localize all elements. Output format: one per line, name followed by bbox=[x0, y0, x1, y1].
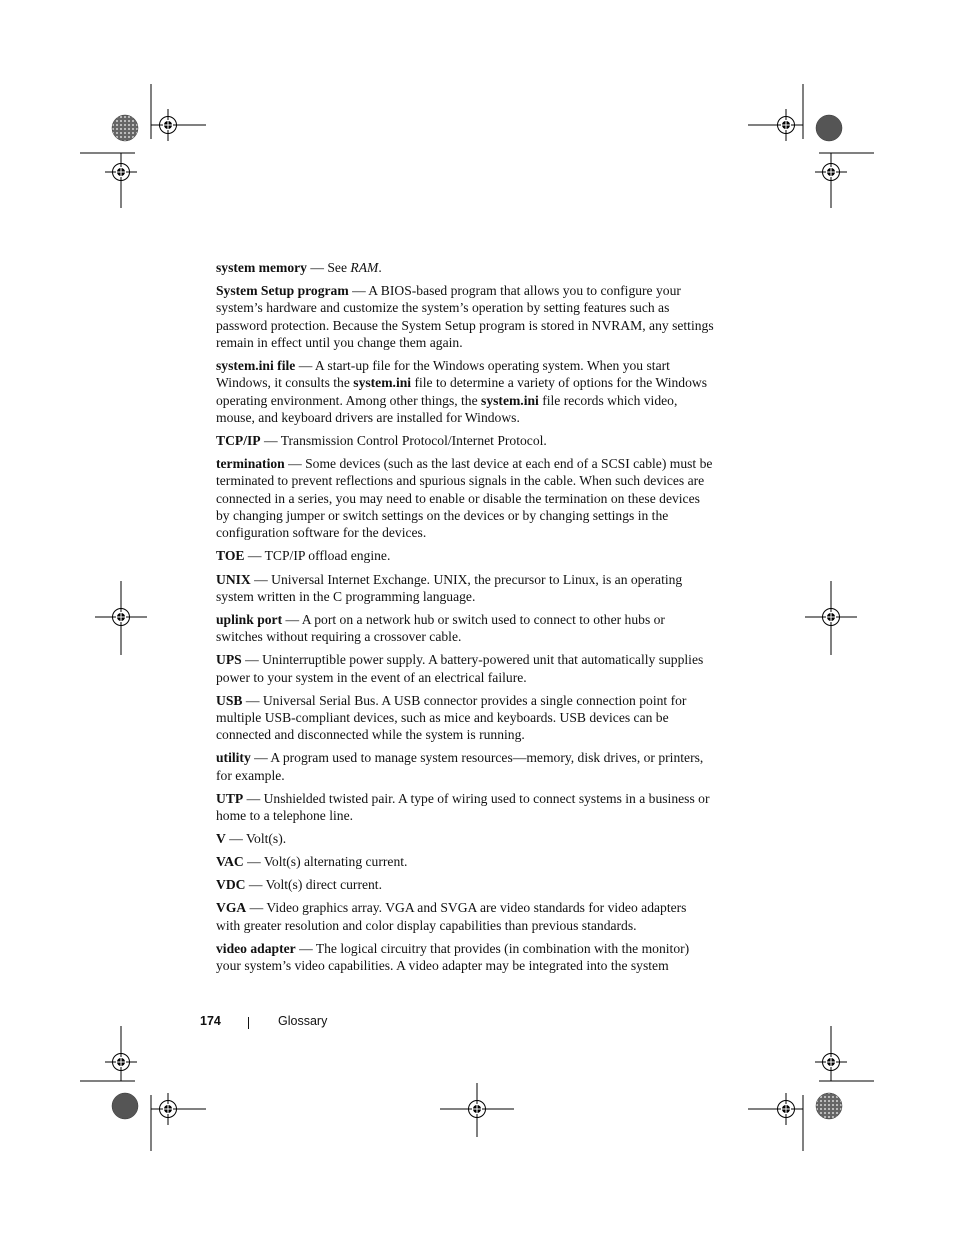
glossary-entry-toe bbox=[216, 547, 714, 564]
glossary-definition: — Uninterruptible power supply. A battery-powered unit that automatically supplies power to your system in the event of an electrical failure. bbox=[216, 652, 704, 685]
glossary-definition: — Some devices (such as the last device at each end of a SCSI cable) must be terminated to prevent reflections and spurious signals in the cable. When such devices are connected in a series, you may need to enable or disable the termination on these devices by changing jumper or switch settings on the devices or by changing settings in the configuration software for the devices. bbox=[216, 456, 713, 541]
glossary-entry-utp bbox=[216, 790, 714, 825]
glossary-definition: — Volt(s) direct current. bbox=[245, 877, 382, 893]
glossary-term: VGA bbox=[216, 900, 247, 916]
glossary-entry-vga bbox=[216, 899, 714, 934]
glossary-term: USB bbox=[216, 692, 243, 708]
glossary-term: uplink port bbox=[216, 611, 283, 627]
solid-dot-mark bbox=[112, 1093, 138, 1119]
glossary-term: video adapter bbox=[216, 940, 296, 956]
glossary-definition: — Unshielded twisted pair. A type of wiring used to connect systems in a business or home to a telephone line. bbox=[216, 790, 710, 824]
glossary-definition: — Video graphics array. VGA and SVGA are video standards for video adapters with greater resolution and color display capabilities than previous standards. bbox=[216, 900, 687, 933]
glossary-body bbox=[216, 259, 714, 980]
glossary-definition: — Volt(s) alternating current. bbox=[243, 854, 408, 870]
glossary-entry-utility bbox=[216, 749, 714, 784]
see-reference: RAM bbox=[350, 260, 379, 275]
glossary-entry-unix bbox=[216, 571, 714, 606]
glossary-term: System Setup program bbox=[216, 283, 349, 299]
glossary-definition: — Universal Serial Bus. A USB connector provides a single connection point for multiple USB-compliant devices, such as mice and keyboards. USB devices can be connected and disconnected while the system is running. bbox=[216, 692, 687, 743]
glossary-term: VDC bbox=[216, 877, 246, 893]
glossary-definition: — A program used to manage system resources—memory, disk drives, or printers, for example. bbox=[216, 750, 704, 783]
glossary-entry-usb bbox=[216, 692, 714, 744]
crop-marks-bottom-center bbox=[440, 1083, 514, 1137]
filename: system.ini bbox=[481, 392, 539, 408]
glossary-entry-v bbox=[216, 830, 714, 847]
glossary-term: V bbox=[216, 831, 226, 847]
solid-dot-mark bbox=[816, 115, 842, 141]
crop-marks-bottom-left bbox=[80, 1026, 206, 1151]
starburst-mark bbox=[112, 115, 138, 141]
glossary-definition: — Universal Internet Exchange. UNIX, the precursor to Linux, is an operating system written in the C programming language. bbox=[216, 571, 683, 604]
glossary-definition: — The logical circuitry that provides (in combination with the monitor) your system’s video capabilities. A video adapter may be integrated into the system bbox=[216, 940, 690, 974]
page-number: 174 bbox=[200, 1014, 221, 1028]
glossary-definition: — Transmission Control Protocol/Internet Protocol. bbox=[260, 433, 547, 449]
crop-marks-top-left bbox=[80, 84, 206, 208]
glossary-definition: — A port on a network hub or switch used to connect to other hubs or switches without requiring a crossover cable. bbox=[216, 611, 665, 645]
glossary-term: system memory bbox=[216, 260, 307, 275]
glossary-entry-tcp-ip bbox=[216, 432, 714, 449]
glossary-term: UTP bbox=[216, 790, 244, 806]
starburst-mark bbox=[816, 1093, 842, 1119]
glossary-term: utility bbox=[216, 750, 251, 766]
glossary-entry-ups bbox=[216, 651, 714, 686]
section-title: Glossary bbox=[278, 1014, 328, 1028]
glossary-term: TCP/IP bbox=[216, 433, 261, 449]
glossary-definition: — Volt(s). bbox=[225, 831, 287, 847]
filename: system.ini bbox=[353, 375, 412, 391]
glossary-definition: — TCP/IP offload engine. bbox=[244, 548, 391, 564]
glossary-definition: — A BIOS-based program that allows you to configure your system’s hardware and customize the system’s operation by setting features such as password protection. Because the System Setup program is stored in NVRAM, any settings remain in effect until you change them again. bbox=[216, 283, 714, 350]
glossary-term: UPS bbox=[216, 652, 242, 668]
glossary-entry-system-setup-program bbox=[216, 282, 714, 351]
footer-divider bbox=[248, 1017, 249, 1029]
glossary-entry-video-adapter bbox=[216, 940, 714, 975]
glossary-term: UNIX bbox=[216, 571, 251, 587]
glossary-entry-vac bbox=[216, 853, 714, 870]
glossary-term: VAC bbox=[216, 854, 244, 870]
glossary-term: TOE bbox=[216, 548, 245, 564]
glossary-entry-uplink-port bbox=[216, 611, 714, 646]
crop-marks-top-right bbox=[748, 84, 874, 208]
glossary-entry-vdc bbox=[216, 876, 714, 893]
glossary-term: termination bbox=[216, 456, 285, 472]
crop-marks-bottom-right bbox=[748, 1026, 874, 1151]
glossary-entry-system-ini-file: system.ini file — A start-up file for the Windows operating system. When you start Windows, it consults the system.ini file to determine a variety of options for the Windows operating environment. Among other things, the system.ini file records which video, mouse, and keyboard drivers are installed for Windows. bbox=[216, 358, 707, 425]
glossary-entry-termination bbox=[216, 455, 714, 541]
glossary-term: system.ini file bbox=[216, 358, 296, 374]
glossary-entry-system-memory: system memory — See RAM. bbox=[216, 260, 382, 275]
